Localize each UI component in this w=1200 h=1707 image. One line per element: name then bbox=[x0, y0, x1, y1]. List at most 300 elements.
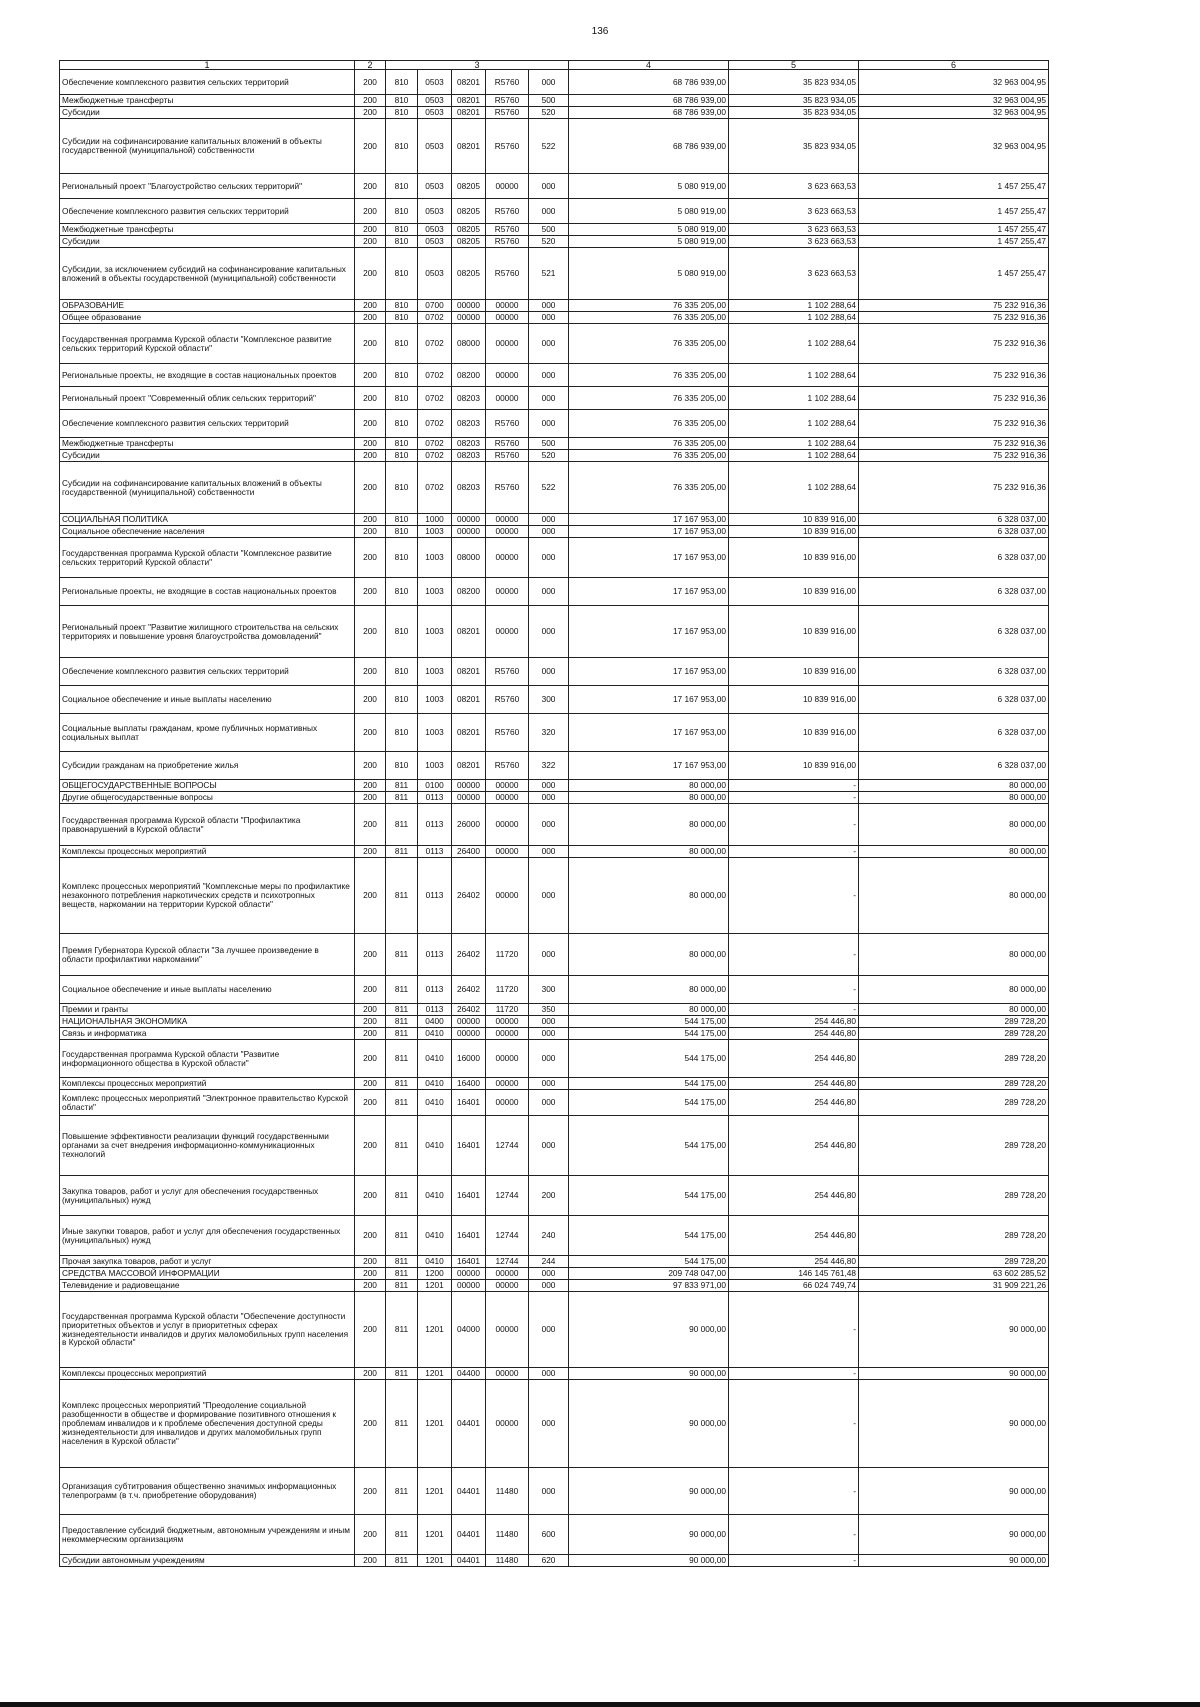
table-row bbox=[60, 934, 1049, 976]
amount-remaining: 1 457 255,47 bbox=[859, 236, 1049, 248]
table-row bbox=[60, 714, 1049, 752]
amount-remaining: 63 602 285,52 bbox=[859, 1268, 1049, 1280]
row-name: Государственная программа Курской области "Профилактика правонарушений в Курской области" bbox=[60, 804, 355, 846]
code-target: 08000 bbox=[452, 538, 486, 578]
code-chapter: 810 bbox=[386, 312, 418, 324]
code-chapter: 810 bbox=[386, 450, 418, 462]
code-col-2: 200 bbox=[355, 714, 386, 752]
code-chapter: 811 bbox=[386, 1176, 418, 1216]
code-chapter: 811 bbox=[386, 1256, 418, 1268]
amount-approved: 76 335 205,00 bbox=[569, 312, 729, 324]
code-section: 0410 bbox=[418, 1078, 452, 1090]
table-row bbox=[60, 846, 1049, 858]
row-name: Комплекс процессных мероприятий "Комплексные меры по профилактике незаконного потребления наркотических средств и психотропных веществ, наркомании на территории Курской области" bbox=[60, 858, 355, 934]
amount-approved: 5 080 919,00 bbox=[569, 248, 729, 300]
amount-approved: 5 080 919,00 bbox=[569, 199, 729, 224]
amount-approved: 80 000,00 bbox=[569, 780, 729, 792]
code-direction: 00000 bbox=[486, 780, 529, 792]
code-col-2: 200 bbox=[355, 752, 386, 780]
amount-executed: 10 839 916,00 bbox=[729, 752, 859, 780]
code-section: 1003 bbox=[418, 658, 452, 686]
table-row bbox=[60, 364, 1049, 387]
code-col-2: 200 bbox=[355, 119, 386, 174]
amount-executed: 10 839 916,00 bbox=[729, 526, 859, 538]
amount-remaining: 32 963 004,95 bbox=[859, 119, 1049, 174]
code-expense-type: 000 bbox=[529, 324, 569, 364]
code-direction: 00000 bbox=[486, 804, 529, 846]
code-section: 0113 bbox=[418, 858, 452, 934]
amount-approved: 90 000,00 bbox=[569, 1368, 729, 1380]
row-name: Повышение эффективности реализации функций государственными органами за счет внедрения информационно-коммуникационных технологий bbox=[60, 1116, 355, 1176]
code-target: 08200 bbox=[452, 364, 486, 387]
code-col-2: 200 bbox=[355, 174, 386, 199]
amount-remaining: 90 000,00 bbox=[859, 1292, 1049, 1368]
amount-approved: 17 167 953,00 bbox=[569, 578, 729, 606]
amount-executed: 254 446,80 bbox=[729, 1216, 859, 1256]
code-col-2: 200 bbox=[355, 846, 386, 858]
code-expense-type: 000 bbox=[529, 1078, 569, 1090]
code-target: 08200 bbox=[452, 578, 486, 606]
code-direction: R5760 bbox=[486, 462, 529, 514]
amount-executed: - bbox=[729, 1368, 859, 1380]
amount-approved: 544 175,00 bbox=[569, 1090, 729, 1116]
amount-approved: 17 167 953,00 bbox=[569, 606, 729, 658]
code-col-2: 200 bbox=[355, 1368, 386, 1380]
amount-executed: - bbox=[729, 1004, 859, 1016]
code-chapter: 810 bbox=[386, 686, 418, 714]
code-chapter: 810 bbox=[386, 119, 418, 174]
row-name: Социальное обеспечение и иные выплаты населению bbox=[60, 686, 355, 714]
header-col-2: 2 bbox=[355, 61, 386, 70]
amount-remaining: 75 232 916,36 bbox=[859, 438, 1049, 450]
code-target: 16401 bbox=[452, 1116, 486, 1176]
amount-executed: - bbox=[729, 1292, 859, 1368]
table-row bbox=[60, 95, 1049, 107]
code-section: 1003 bbox=[418, 526, 452, 538]
code-direction: 12744 bbox=[486, 1256, 529, 1268]
code-direction: 00000 bbox=[486, 324, 529, 364]
amount-executed: 1 102 288,64 bbox=[729, 450, 859, 462]
row-name: Субсидии гражданам на приобретение жилья bbox=[60, 752, 355, 780]
amount-approved: 544 175,00 bbox=[569, 1028, 729, 1040]
amount-executed: 10 839 916,00 bbox=[729, 538, 859, 578]
code-direction: 00000 bbox=[486, 1292, 529, 1368]
table-row bbox=[60, 450, 1049, 462]
code-target: 08201 bbox=[452, 752, 486, 780]
code-chapter: 811 bbox=[386, 1040, 418, 1078]
code-direction: R5760 bbox=[486, 752, 529, 780]
code-target: 08201 bbox=[452, 107, 486, 119]
code-col-2: 200 bbox=[355, 526, 386, 538]
code-target: 08201 bbox=[452, 606, 486, 658]
code-section: 0503 bbox=[418, 199, 452, 224]
code-expense-type: 000 bbox=[529, 300, 569, 312]
table-row bbox=[60, 858, 1049, 934]
row-name: ОБЩЕГОСУДАРСТВЕННЫЕ ВОПРОСЫ bbox=[60, 780, 355, 792]
code-target: 16401 bbox=[452, 1176, 486, 1216]
row-name: Социальное обеспечение и иные выплаты населению bbox=[60, 976, 355, 1004]
row-name: Социальные выплаты гражданам, кроме публичных нормативных социальных выплат bbox=[60, 714, 355, 752]
code-chapter: 810 bbox=[386, 300, 418, 312]
code-target: 16401 bbox=[452, 1216, 486, 1256]
amount-executed: 10 839 916,00 bbox=[729, 658, 859, 686]
code-section: 0702 bbox=[418, 324, 452, 364]
row-name: Другие общегосударственные вопросы bbox=[60, 792, 355, 804]
code-col-2: 200 bbox=[355, 1268, 386, 1280]
code-direction: 00000 bbox=[486, 1078, 529, 1090]
code-expense-type: 000 bbox=[529, 1292, 569, 1368]
row-name: ОБРАЗОВАНИЕ bbox=[60, 300, 355, 312]
amount-executed: 1 102 288,64 bbox=[729, 312, 859, 324]
amount-executed: 35 823 934,05 bbox=[729, 119, 859, 174]
code-direction: 00000 bbox=[486, 1090, 529, 1116]
code-col-2: 200 bbox=[355, 686, 386, 714]
code-direction: 00000 bbox=[486, 538, 529, 578]
table-row bbox=[60, 1368, 1049, 1380]
code-chapter: 811 bbox=[386, 1292, 418, 1368]
table-row bbox=[60, 1555, 1049, 1567]
code-expense-type: 000 bbox=[529, 858, 569, 934]
amount-approved: 80 000,00 bbox=[569, 1004, 729, 1016]
amount-executed: 3 623 663,53 bbox=[729, 248, 859, 300]
table-row bbox=[60, 1016, 1049, 1028]
code-section: 0503 bbox=[418, 119, 452, 174]
code-col-2: 200 bbox=[355, 1216, 386, 1256]
code-section: 0410 bbox=[418, 1090, 452, 1116]
code-expense-type: 000 bbox=[529, 526, 569, 538]
code-col-2: 200 bbox=[355, 1090, 386, 1116]
row-name: Региональные проекты, не входящие в состав национальных проектов bbox=[60, 578, 355, 606]
amount-approved: 544 175,00 bbox=[569, 1176, 729, 1216]
code-section: 0410 bbox=[418, 1040, 452, 1078]
code-col-2: 200 bbox=[355, 792, 386, 804]
amount-executed: 146 145 761,48 bbox=[729, 1268, 859, 1280]
amount-executed: 35 823 934,05 bbox=[729, 95, 859, 107]
amount-remaining: 289 728,20 bbox=[859, 1176, 1049, 1216]
amount-executed: 10 839 916,00 bbox=[729, 606, 859, 658]
amount-approved: 544 175,00 bbox=[569, 1040, 729, 1078]
code-direction: 00000 bbox=[486, 1380, 529, 1468]
code-section: 1000 bbox=[418, 514, 452, 526]
code-expense-type: 000 bbox=[529, 364, 569, 387]
code-expense-type: 500 bbox=[529, 95, 569, 107]
code-direction: 00000 bbox=[486, 1040, 529, 1078]
code-direction: 12744 bbox=[486, 1176, 529, 1216]
amount-remaining: 90 000,00 bbox=[859, 1555, 1049, 1567]
code-target: 00000 bbox=[452, 312, 486, 324]
code-direction: 11480 bbox=[486, 1468, 529, 1515]
row-name: Субсидии на софинансирование капитальных вложений в объекты государственной (муниципальной) собственности bbox=[60, 462, 355, 514]
amount-executed: - bbox=[729, 846, 859, 858]
code-section: 0113 bbox=[418, 1004, 452, 1016]
code-col-2: 200 bbox=[355, 364, 386, 387]
code-target: 08205 bbox=[452, 236, 486, 248]
code-col-2: 200 bbox=[355, 514, 386, 526]
code-target: 08201 bbox=[452, 95, 486, 107]
code-chapter: 810 bbox=[386, 752, 418, 780]
amount-remaining: 289 728,20 bbox=[859, 1040, 1049, 1078]
table-row bbox=[60, 1116, 1049, 1176]
code-chapter: 810 bbox=[386, 714, 418, 752]
code-section: 1003 bbox=[418, 752, 452, 780]
amount-executed: - bbox=[729, 1380, 859, 1468]
code-expense-type: 000 bbox=[529, 1268, 569, 1280]
code-direction: 11480 bbox=[486, 1515, 529, 1555]
row-name: Обеспечение комплексного развития сельских территорий bbox=[60, 658, 355, 686]
code-expense-type: 000 bbox=[529, 1380, 569, 1468]
row-name: Телевидение и радиовещание bbox=[60, 1280, 355, 1292]
amount-remaining: 80 000,00 bbox=[859, 976, 1049, 1004]
row-name: Региональный проект "Благоустройство сельских территорий" bbox=[60, 174, 355, 199]
row-name: Прочая закупка товаров, работ и услуг bbox=[60, 1256, 355, 1268]
row-name: НАЦИОНАЛЬНАЯ ЭКОНОМИКА bbox=[60, 1016, 355, 1028]
code-section: 0702 bbox=[418, 312, 452, 324]
amount-approved: 68 786 939,00 bbox=[569, 107, 729, 119]
code-col-2: 200 bbox=[355, 780, 386, 792]
code-section: 1003 bbox=[418, 714, 452, 752]
code-chapter: 810 bbox=[386, 526, 418, 538]
row-name: Комплексы процессных мероприятий bbox=[60, 1368, 355, 1380]
code-col-2: 200 bbox=[355, 1116, 386, 1176]
code-col-2: 200 bbox=[355, 1256, 386, 1268]
amount-executed: 3 623 663,53 bbox=[729, 236, 859, 248]
table-row bbox=[60, 514, 1049, 526]
amount-executed: 35 823 934,05 bbox=[729, 107, 859, 119]
code-expense-type: 240 bbox=[529, 1216, 569, 1256]
amount-remaining: 6 328 037,00 bbox=[859, 578, 1049, 606]
code-target: 04401 bbox=[452, 1468, 486, 1515]
amount-approved: 80 000,00 bbox=[569, 846, 729, 858]
code-section: 1003 bbox=[418, 578, 452, 606]
amount-remaining: 289 728,20 bbox=[859, 1016, 1049, 1028]
amount-executed: 1 102 288,64 bbox=[729, 410, 859, 438]
code-target: 26402 bbox=[452, 934, 486, 976]
code-direction: 00000 bbox=[486, 526, 529, 538]
code-section: 0410 bbox=[418, 1176, 452, 1216]
code-target: 00000 bbox=[452, 300, 486, 312]
amount-approved: 17 167 953,00 bbox=[569, 658, 729, 686]
amount-approved: 90 000,00 bbox=[569, 1380, 729, 1468]
amount-remaining: 31 909 221,26 bbox=[859, 1280, 1049, 1292]
code-chapter: 811 bbox=[386, 1004, 418, 1016]
code-col-2: 200 bbox=[355, 1468, 386, 1515]
code-chapter: 811 bbox=[386, 780, 418, 792]
table-row bbox=[60, 224, 1049, 236]
code-chapter: 811 bbox=[386, 934, 418, 976]
code-section: 0410 bbox=[418, 1028, 452, 1040]
row-name: Региональные проекты, не входящие в состав национальных проектов bbox=[60, 364, 355, 387]
code-col-2: 200 bbox=[355, 107, 386, 119]
code-target: 16401 bbox=[452, 1090, 486, 1116]
table-row bbox=[60, 1515, 1049, 1555]
code-chapter: 811 bbox=[386, 1268, 418, 1280]
table-row bbox=[60, 606, 1049, 658]
amount-executed: 254 446,80 bbox=[729, 1040, 859, 1078]
code-col-2: 200 bbox=[355, 324, 386, 364]
table-row bbox=[60, 526, 1049, 538]
code-direction: 11720 bbox=[486, 976, 529, 1004]
code-section: 1003 bbox=[418, 538, 452, 578]
code-expense-type: 000 bbox=[529, 1468, 569, 1515]
table-row bbox=[60, 119, 1049, 174]
code-direction: 00000 bbox=[486, 1016, 529, 1028]
code-chapter: 811 bbox=[386, 1016, 418, 1028]
code-section: 1201 bbox=[418, 1555, 452, 1567]
code-target: 00000 bbox=[452, 526, 486, 538]
code-expense-type: 320 bbox=[529, 714, 569, 752]
table-row bbox=[60, 199, 1049, 224]
code-chapter: 810 bbox=[386, 387, 418, 410]
amount-remaining: 6 328 037,00 bbox=[859, 606, 1049, 658]
code-chapter: 811 bbox=[386, 792, 418, 804]
code-col-2: 200 bbox=[355, 804, 386, 846]
code-direction: 00000 bbox=[486, 312, 529, 324]
code-chapter: 811 bbox=[386, 1515, 418, 1555]
code-target: 08201 bbox=[452, 70, 486, 95]
code-chapter: 810 bbox=[386, 658, 418, 686]
row-name: Комплексы процессных мероприятий bbox=[60, 1078, 355, 1090]
code-target: 08203 bbox=[452, 438, 486, 450]
code-target: 00000 bbox=[452, 1280, 486, 1292]
amount-approved: 80 000,00 bbox=[569, 934, 729, 976]
amount-approved: 68 786 939,00 bbox=[569, 119, 729, 174]
amount-remaining: 6 328 037,00 bbox=[859, 538, 1049, 578]
code-section: 0702 bbox=[418, 450, 452, 462]
code-chapter: 811 bbox=[386, 1090, 418, 1116]
table-row bbox=[60, 248, 1049, 300]
amount-remaining: 75 232 916,36 bbox=[859, 462, 1049, 514]
code-section: 1003 bbox=[418, 686, 452, 714]
code-section: 0410 bbox=[418, 1116, 452, 1176]
code-target: 26402 bbox=[452, 858, 486, 934]
code-expense-type: 000 bbox=[529, 606, 569, 658]
code-expense-type: 000 bbox=[529, 312, 569, 324]
table-row bbox=[60, 686, 1049, 714]
code-section: 0503 bbox=[418, 248, 452, 300]
amount-remaining: 1 457 255,47 bbox=[859, 199, 1049, 224]
amount-executed: - bbox=[729, 1468, 859, 1515]
code-col-2: 200 bbox=[355, 1078, 386, 1090]
code-direction: 00000 bbox=[486, 514, 529, 526]
amount-remaining: 32 963 004,95 bbox=[859, 70, 1049, 95]
code-target: 16000 bbox=[452, 1040, 486, 1078]
amount-remaining: 75 232 916,36 bbox=[859, 300, 1049, 312]
code-target: 00000 bbox=[452, 514, 486, 526]
code-direction: 11480 bbox=[486, 1555, 529, 1567]
amount-remaining: 289 728,20 bbox=[859, 1090, 1049, 1116]
code-expense-type: 000 bbox=[529, 578, 569, 606]
amount-approved: 544 175,00 bbox=[569, 1216, 729, 1256]
row-name: Организация субтитрования общественно значимых информационных телепрограмм (в т.ч. приобретение оборудования) bbox=[60, 1468, 355, 1515]
code-target: 08201 bbox=[452, 714, 486, 752]
table-row bbox=[60, 1176, 1049, 1216]
code-expense-type: 300 bbox=[529, 686, 569, 714]
code-expense-type: 000 bbox=[529, 934, 569, 976]
code-expense-type: 000 bbox=[529, 1280, 569, 1292]
code-section: 0503 bbox=[418, 95, 452, 107]
amount-executed: 66 024 749,74 bbox=[729, 1280, 859, 1292]
amount-executed: 254 446,80 bbox=[729, 1256, 859, 1268]
amount-remaining: 289 728,20 bbox=[859, 1078, 1049, 1090]
code-chapter: 810 bbox=[386, 70, 418, 95]
code-chapter: 811 bbox=[386, 1555, 418, 1567]
code-chapter: 810 bbox=[386, 410, 418, 438]
amount-approved: 17 167 953,00 bbox=[569, 714, 729, 752]
code-col-2: 200 bbox=[355, 658, 386, 686]
amount-remaining: 6 328 037,00 bbox=[859, 526, 1049, 538]
code-chapter: 811 bbox=[386, 858, 418, 934]
amount-approved: 90 000,00 bbox=[569, 1468, 729, 1515]
code-expense-type: 000 bbox=[529, 538, 569, 578]
amount-executed: 35 823 934,05 bbox=[729, 70, 859, 95]
row-name: Комплекс процессных мероприятий "Электронное правительство Курской области" bbox=[60, 1090, 355, 1116]
amount-approved: 80 000,00 bbox=[569, 858, 729, 934]
code-expense-type: 522 bbox=[529, 119, 569, 174]
code-direction: R5760 bbox=[486, 199, 529, 224]
table-row bbox=[60, 300, 1049, 312]
table-row bbox=[60, 578, 1049, 606]
table-row bbox=[60, 70, 1049, 95]
code-target: 16401 bbox=[452, 1256, 486, 1268]
row-name: Региональный проект "Современный облик сельских территорий" bbox=[60, 387, 355, 410]
code-expense-type: 000 bbox=[529, 1028, 569, 1040]
amount-remaining: 1 457 255,47 bbox=[859, 248, 1049, 300]
code-direction: 00000 bbox=[486, 858, 529, 934]
amount-remaining: 6 328 037,00 bbox=[859, 752, 1049, 780]
amount-remaining: 90 000,00 bbox=[859, 1515, 1049, 1555]
code-target: 04401 bbox=[452, 1515, 486, 1555]
amount-remaining: 75 232 916,36 bbox=[859, 450, 1049, 462]
code-section: 0503 bbox=[418, 174, 452, 199]
row-name: Обеспечение комплексного развития сельских территорий bbox=[60, 410, 355, 438]
amount-approved: 76 335 205,00 bbox=[569, 450, 729, 462]
amount-remaining: 80 000,00 bbox=[859, 780, 1049, 792]
amount-approved: 76 335 205,00 bbox=[569, 364, 729, 387]
code-expense-type: 000 bbox=[529, 1368, 569, 1380]
code-col-2: 200 bbox=[355, 410, 386, 438]
code-expense-type: 000 bbox=[529, 658, 569, 686]
amount-approved: 544 175,00 bbox=[569, 1078, 729, 1090]
amount-approved: 76 335 205,00 bbox=[569, 410, 729, 438]
amount-remaining: 80 000,00 bbox=[859, 1004, 1049, 1016]
amount-executed: 1 102 288,64 bbox=[729, 387, 859, 410]
amount-executed: - bbox=[729, 792, 859, 804]
amount-approved: 209 748 047,00 bbox=[569, 1268, 729, 1280]
page-number: 136 bbox=[591, 26, 609, 37]
code-expense-type: 000 bbox=[529, 846, 569, 858]
code-target: 08203 bbox=[452, 450, 486, 462]
code-col-2: 200 bbox=[355, 1028, 386, 1040]
code-expense-type: 200 bbox=[529, 1176, 569, 1216]
code-col-2: 200 bbox=[355, 578, 386, 606]
code-expense-type: 000 bbox=[529, 410, 569, 438]
code-section: 0100 bbox=[418, 780, 452, 792]
code-target: 00000 bbox=[452, 1268, 486, 1280]
code-col-2: 200 bbox=[355, 934, 386, 976]
amount-remaining: 6 328 037,00 bbox=[859, 658, 1049, 686]
code-col-2: 200 bbox=[355, 1555, 386, 1567]
amount-executed: - bbox=[729, 780, 859, 792]
amount-approved: 544 175,00 bbox=[569, 1016, 729, 1028]
row-name: Межбюджетные трансферты bbox=[60, 224, 355, 236]
code-target: 08205 bbox=[452, 174, 486, 199]
code-direction: 12744 bbox=[486, 1116, 529, 1176]
code-col-2: 200 bbox=[355, 236, 386, 248]
amount-executed: - bbox=[729, 934, 859, 976]
code-direction: 00000 bbox=[486, 606, 529, 658]
table-row bbox=[60, 1216, 1049, 1256]
amount-approved: 17 167 953,00 bbox=[569, 526, 729, 538]
